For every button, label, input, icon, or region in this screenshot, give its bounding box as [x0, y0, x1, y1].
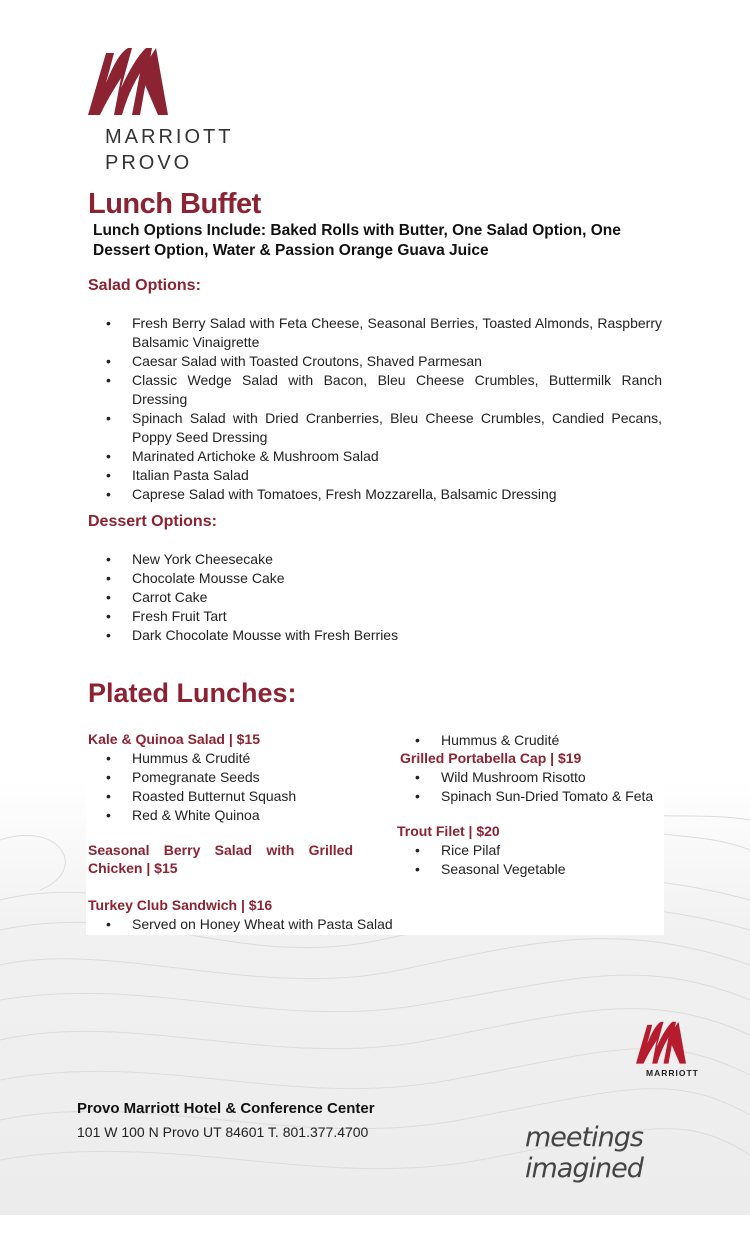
turkey-club-items — [88, 915, 488, 934]
list-item: • Wild Mushroom Risotto — [397, 768, 667, 787]
brand-line-1: MARRIOTT — [105, 126, 234, 148]
plated-lunches-title: Plated Lunches: — [88, 678, 297, 708]
salad-options-heading: Salad Options: — [88, 277, 201, 294]
lunch-buffet-intro: Lunch Options Include: Baked Rolls with Butter, One Salad Option, One Dessert Option, Water & Passion Orange Guava Juice — [93, 222, 621, 259]
dessert-options-heading: Dessert Options: — [88, 513, 217, 530]
seasonal-berry-salad-heading: Seasonal Berry Salad with Grilled Chicken | $15 — [88, 842, 353, 876]
marriott-logo-icon — [88, 43, 168, 118]
list-item: • Spinach Sun-Dried Tomato & Feta — [397, 787, 667, 806]
list-item: • Rice Pilaf — [397, 841, 667, 860]
kale-quinoa-items — [88, 749, 358, 825]
hotel-address: 101 W 100 N Provo UT 84601 T. 801.377.4700 — [77, 1124, 369, 1140]
dessert-options-list — [88, 550, 662, 645]
list-item: • Seasonal Vegetable — [397, 860, 667, 879]
list-item: • Hummus & Crudité — [88, 749, 358, 768]
grilled-portabella-heading: Grilled Portabella Cap | $19 — [400, 750, 582, 766]
list-item: • Italian Pasta Salad — [88, 466, 662, 485]
list-item: • Red & White Quinoa — [88, 806, 358, 825]
marriott-logo-small-icon — [636, 1018, 686, 1066]
salad-options-list — [88, 314, 662, 504]
hotel-name: Provo Marriott Hotel & Conference Center — [77, 1100, 375, 1117]
list-item: • Roasted Butternut Squash — [88, 787, 358, 806]
list-item: • Hummus & Crudité — [397, 731, 667, 750]
list-item: • New York Cheesecake — [88, 550, 662, 569]
brand-name — [105, 124, 233, 176]
list-item: • Fresh Berry Salad with Feta Cheese, Seasonal Berries, Toasted Almonds, Raspberry Balsamic Vinaigrette — [88, 314, 662, 352]
brand-line-2: PROVO — [105, 152, 193, 174]
list-item: • Classic Wedge Salad with Bacon, Bleu Cheese Crumbles, Buttermilk Ranch Dressing — [88, 371, 662, 409]
list-item: • Pomegranate Seeds — [88, 768, 358, 787]
list-item: • Carrot Cake — [88, 588, 662, 607]
list-item: • Fresh Fruit Tart — [88, 607, 662, 626]
list-item: • Dark Chocolate Mousse with Fresh Berries — [88, 626, 662, 645]
turkey-club-heading: Turkey Club Sandwich | $16 — [88, 897, 273, 913]
list-item: • Caesar Salad with Toasted Croutons, Shaved Parmesan — [88, 352, 662, 371]
trout-filet-heading: Trout Filet | $20 — [397, 823, 500, 839]
tagline: meetings imagined — [525, 1122, 643, 1184]
list-item: • Caprese Salad with Tomatoes, Fresh Mozzarella, Balsamic Dressing — [88, 485, 662, 504]
list-item: • Chocolate Mousse Cake — [88, 569, 662, 588]
kale-quinoa-salad-heading: Kale & Quinoa Salad | $15 — [88, 731, 260, 747]
trout-filet-items — [397, 841, 667, 879]
page-bottom-strip — [0, 1215, 750, 1235]
list-item: • Marinated Artichoke & Mushroom Salad — [88, 447, 662, 466]
list-item: • Spinach Salad with Dried Cranberries, Bleu Cheese Crumbles, Candied Pecans, Poppy Seed Dressing — [88, 409, 662, 447]
list-item: • Served on Honey Wheat with Pasta Salad — [88, 915, 488, 934]
seasonal-berry-items — [397, 731, 667, 750]
brand-small-label: MARRIOTT — [646, 1068, 699, 1078]
grilled-portabella-items — [397, 768, 667, 806]
lunch-buffet-title: Lunch Buffet — [88, 188, 261, 220]
